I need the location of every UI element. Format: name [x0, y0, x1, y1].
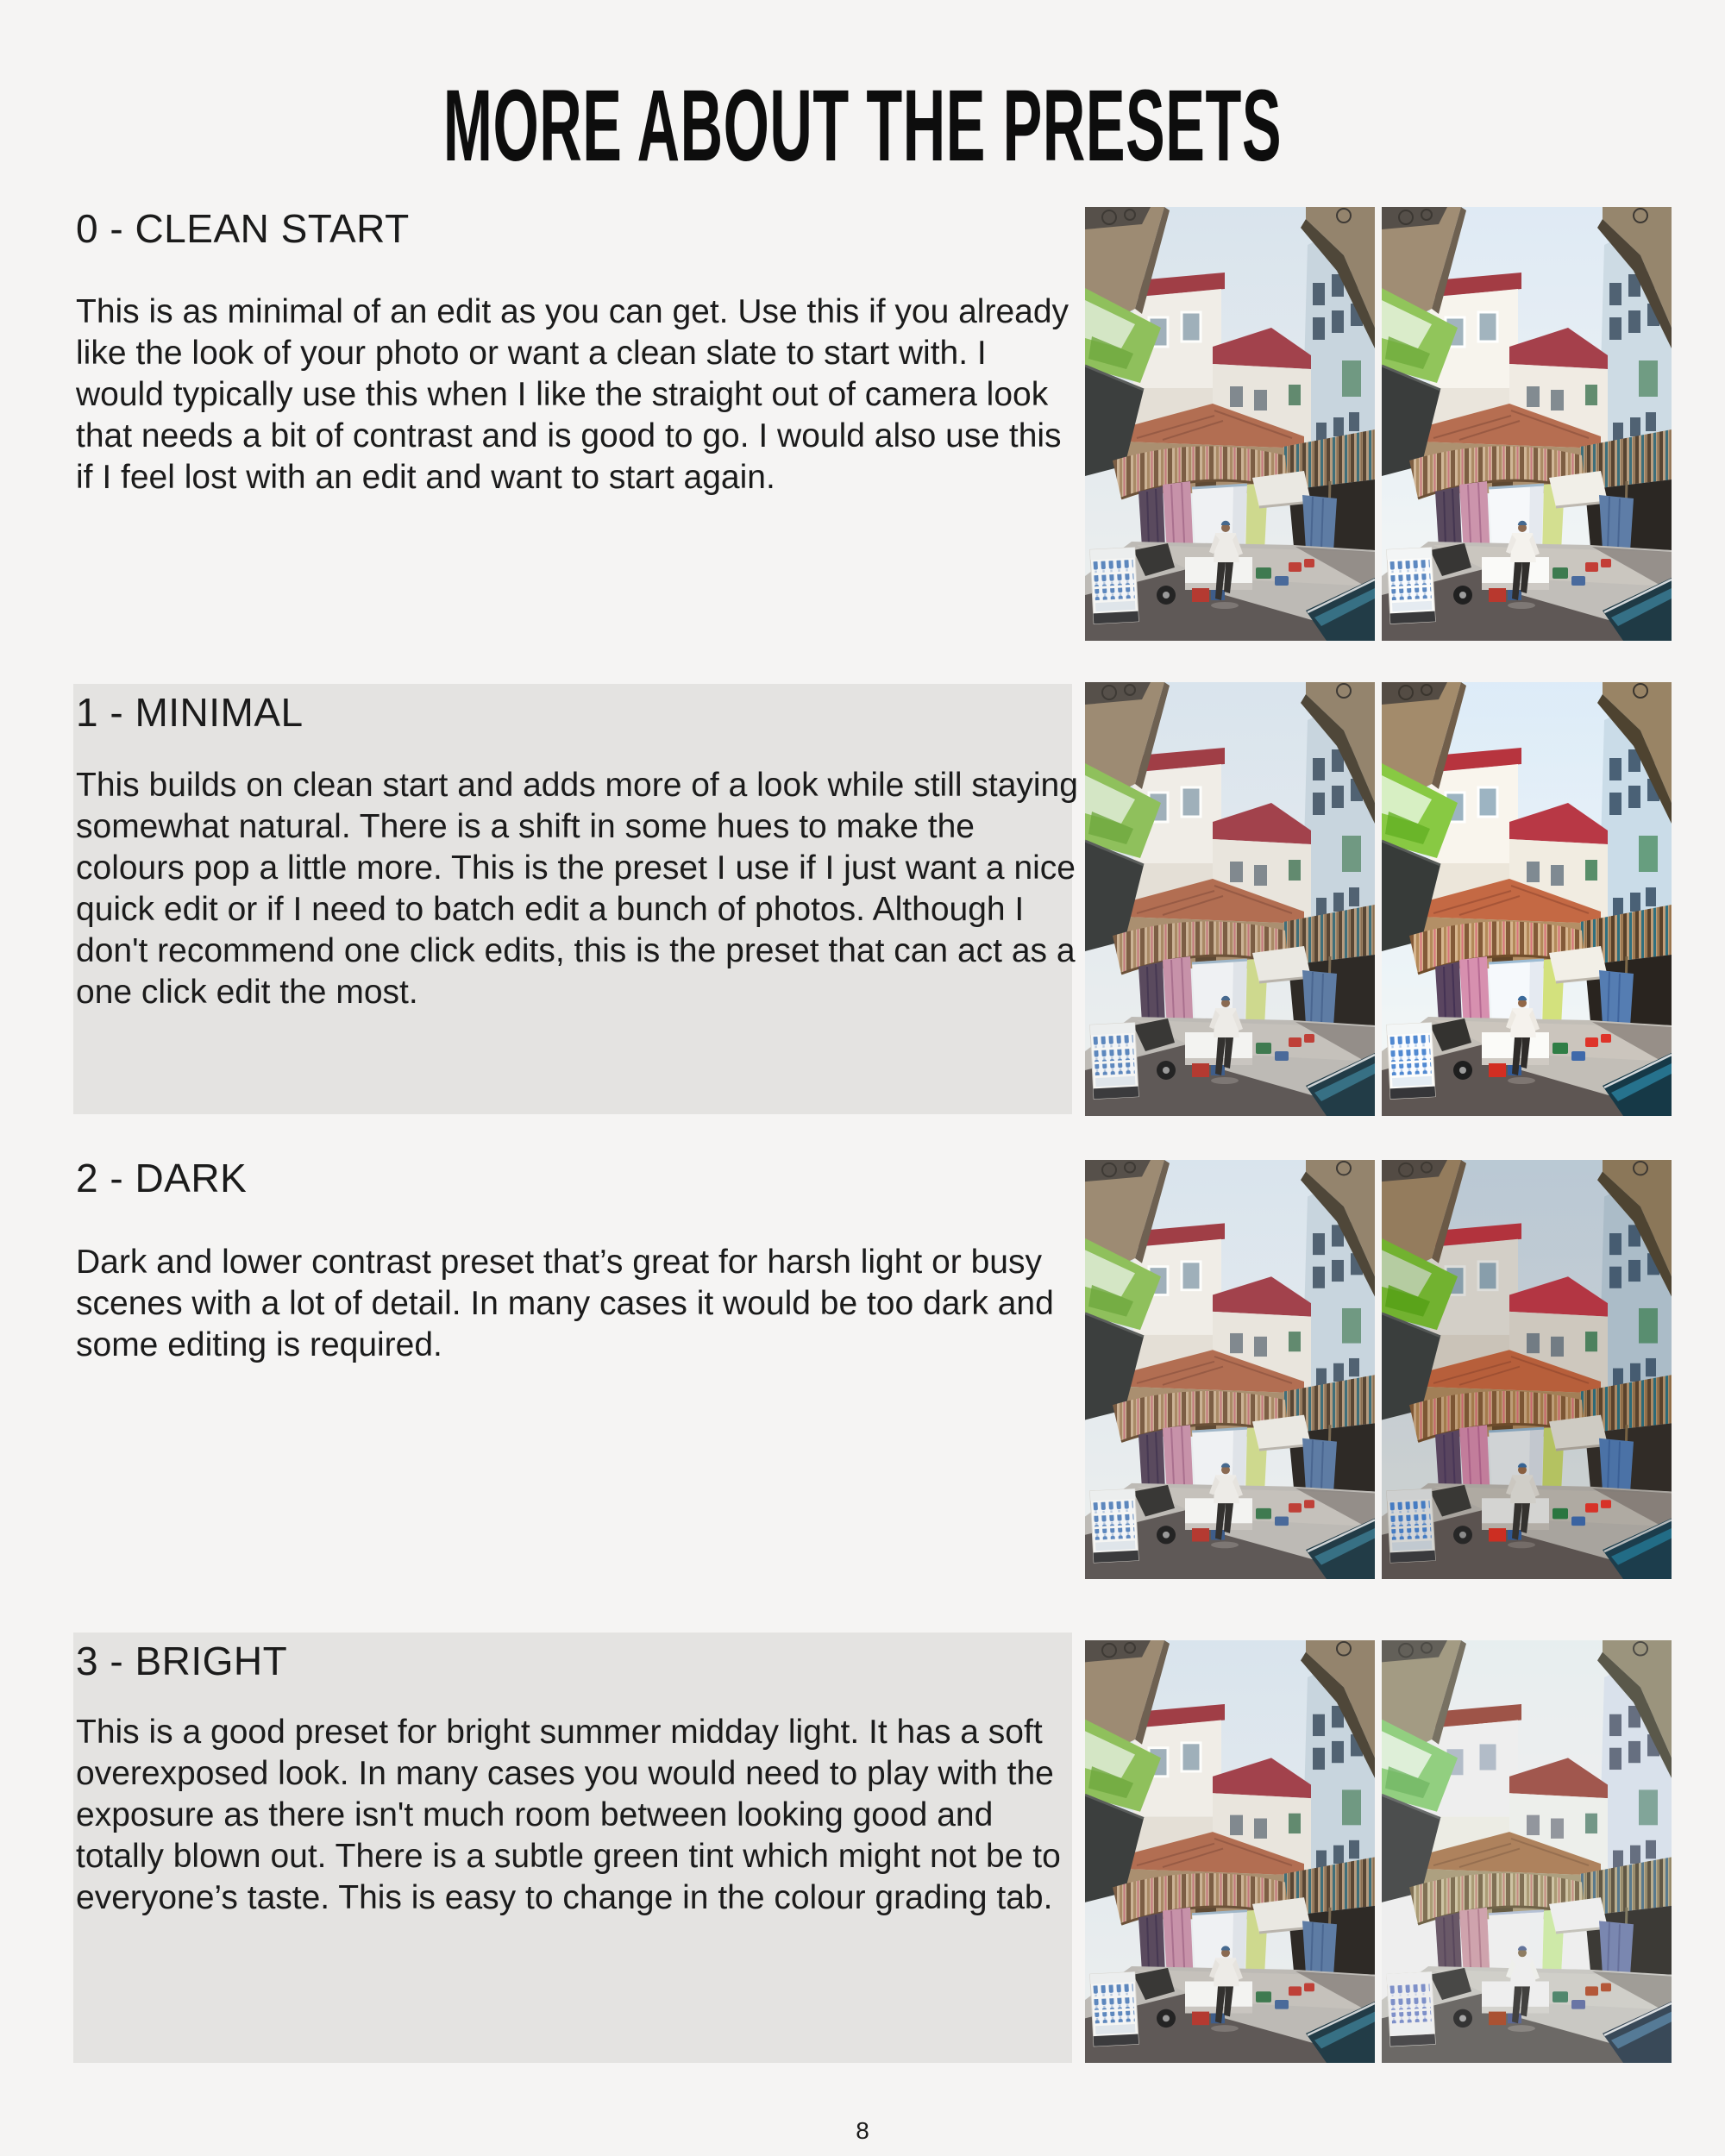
photo-bright-after	[1382, 1640, 1672, 2063]
section-body-clean-start: This is as minimal of an edit as you can get. Use this if you already like the look of your photo or want a clean slate to start with. I would typically use this when I like the straight out of camera look that needs a bit of contrast and is good to go. I would also use this if I feel lost with an edit and want to start again.	[76, 293, 1070, 496]
photo-minimal-after	[1382, 682, 1672, 1116]
page-number: 8	[856, 2117, 869, 2144]
photo-bright-before	[1085, 1640, 1375, 2063]
photo-dark-before	[1085, 1160, 1375, 1579]
photo-clean-start-before	[1085, 207, 1375, 641]
section-heading-bright: 3 - BRIGHT	[76, 1639, 288, 1683]
photo-minimal-before	[1085, 682, 1375, 1116]
section-heading-clean-start: 0 - CLEAN START	[76, 206, 410, 251]
section-body-dark: Dark and lower contrast preset that’s great for harsh light or busy scenes with a lot of detail. In many cases it would be too dark and some editing is required.	[76, 1244, 1054, 1363]
section-heading-minimal: 1 - MINIMAL	[76, 690, 304, 735]
page-title: MORE ABOUT THE PRESETS	[442, 69, 1283, 183]
section-body-bright: This is a good preset for bright summer midday light. It has a soft overexposed look. In many cases you would need to play with the exposure as there isn't much room between looking good and totally blown out. There is a subtle green tint which might not be to everyone’s taste. This is easy to change in the colour grading tab.	[76, 1714, 1061, 1916]
section-body-minimal: This builds on clean start and adds more of a look while still staying somewhat natural. There is a shift in some hues to make the colours pop a little more. This is the preset I use if I just want a nice quick edit or if I need to batch edit a bunch of photos. Although I don't recommend one click edits, this is the preset that can act as a one click edit the most.	[76, 767, 1078, 1011]
photo-clean-start-after	[1382, 207, 1672, 641]
section-heading-dark: 2 - DARK	[76, 1156, 248, 1200]
photo-dark-after	[1382, 1160, 1672, 1579]
